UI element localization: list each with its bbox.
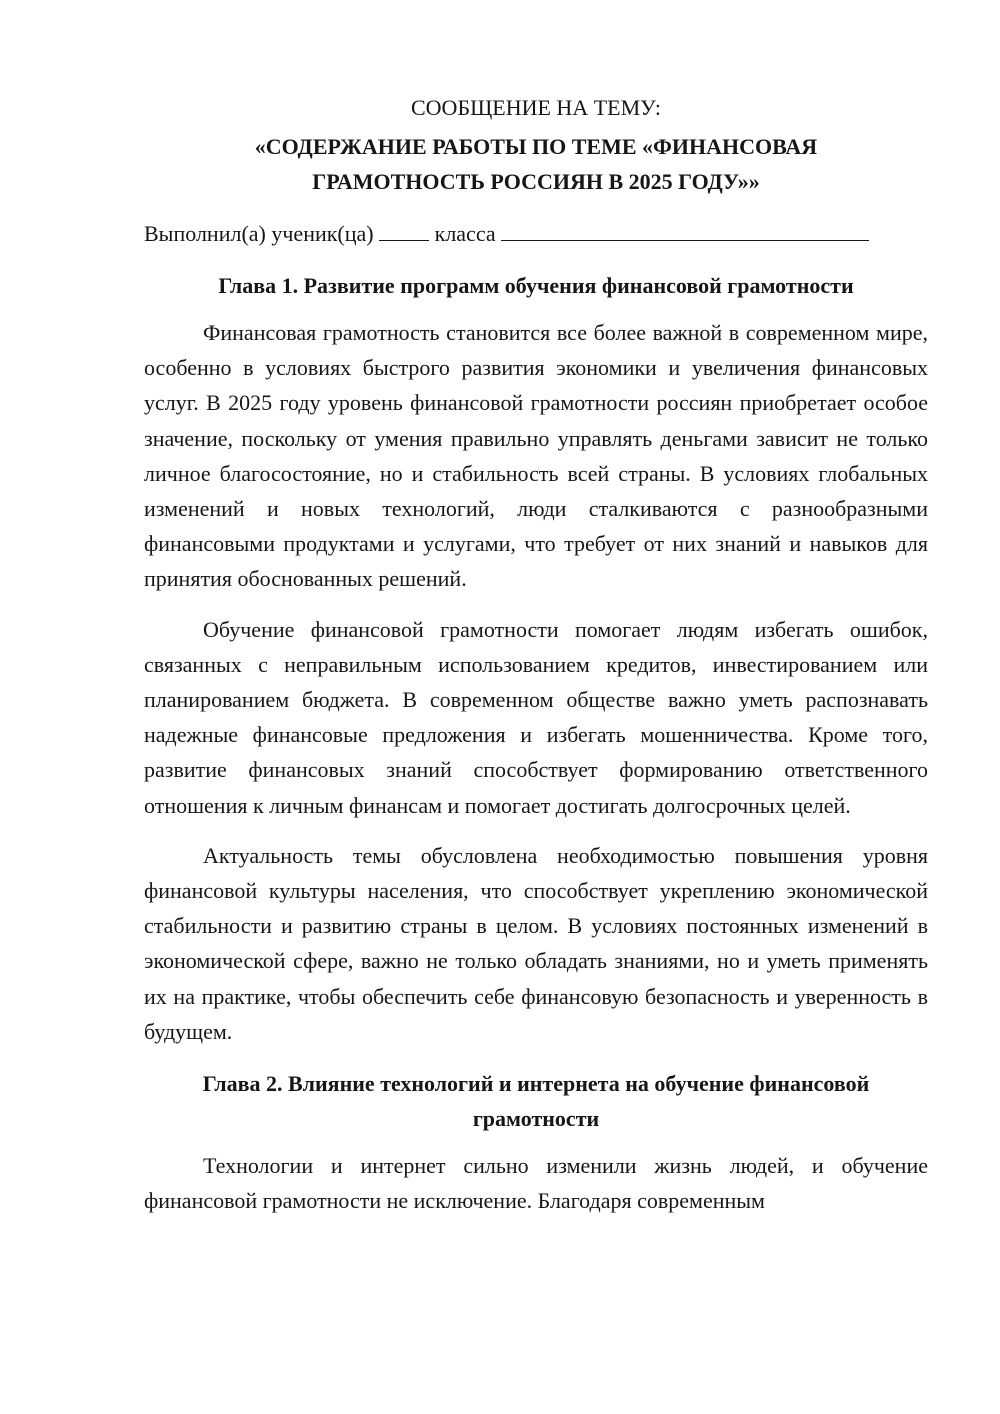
chapter-1-heading: Глава 1. Развитие программ обучения финансовой грамотности: [218, 273, 854, 298]
student-label: Выполнил(а) ученик(ца): [144, 221, 374, 246]
student-info-line: [144, 216, 928, 251]
chapter-2-heading-line: грамотности: [472, 1106, 600, 1132]
document-title: [144, 129, 928, 199]
document-title-line: ГРАМОТНОСТЬ РОССИЯН В 2025 ГОДУ»»: [312, 169, 760, 194]
class-name-blank: [501, 218, 869, 241]
document-page: [144, 90, 928, 1218]
chapter-1-paragraph: Актуальность темы обусловлена необходимостью повышения уровня финансовой культуры населения, что способствует укреплению экономической стабильности и развитию страны в целом. В условиях постоянных изменений в экономической сфере, важно не только обладать знаниями, но и уметь применять их на практике, чтобы обеспечить себе финансовую безопасность и уверенность в будущем.: [144, 842, 928, 1044]
document-subtitle: СООБЩЕНИЕ НА ТЕМУ:: [411, 95, 661, 120]
chapter-1-paragraph: Обучение финансовой грамотности помогает людям избегать ошибок, связанных с неправильным использованием кредитов, инвестированием или планированием бюджета. В современном обществе важно уметь распознавать надежные финансовые предложения и избегать мошенничества. Кроме того, развитие финансовых знаний способствует формированию ответственного отношения к личным финансам и помогает достигать долгосрочных целей.: [144, 616, 928, 818]
chapter-2-heading: [144, 1066, 928, 1136]
class-number-blank: [379, 218, 429, 241]
chapter-2-heading-line: Глава 2. Влияние технологий и интернета на обучение финансовой: [202, 1071, 870, 1097]
document-title-line: «СОДЕРЖАНИЕ РАБОТЫ ПО ТЕМЕ «ФИНАНСОВАЯ: [254, 134, 818, 159]
chapter-1-paragraph: Финансовая грамотность становится все более важной в современном мире, особенно в условиях быстрого развития экономики и увеличения финансовых услуг. В 2025 году уровень финансовой грамотности россиян приобретает особое значение, поскольку от умения правильно управлять деньгами зависит не только личное благосостояние, но и стабильность всей страны. В условиях глобальных изменений и новых технологий, люди сталкиваются с разнообразными финансовыми продуктами и услугами, что требует от них знаний и навыков для принятия обоснованных решений.: [144, 320, 928, 592]
class-label: класса: [434, 221, 496, 246]
chapter-2-paragraph: Технологии и интернет сильно изменили жизнь людей, и обучение финансовой грамотности не исключение. Благодаря современным: [144, 1153, 928, 1214]
